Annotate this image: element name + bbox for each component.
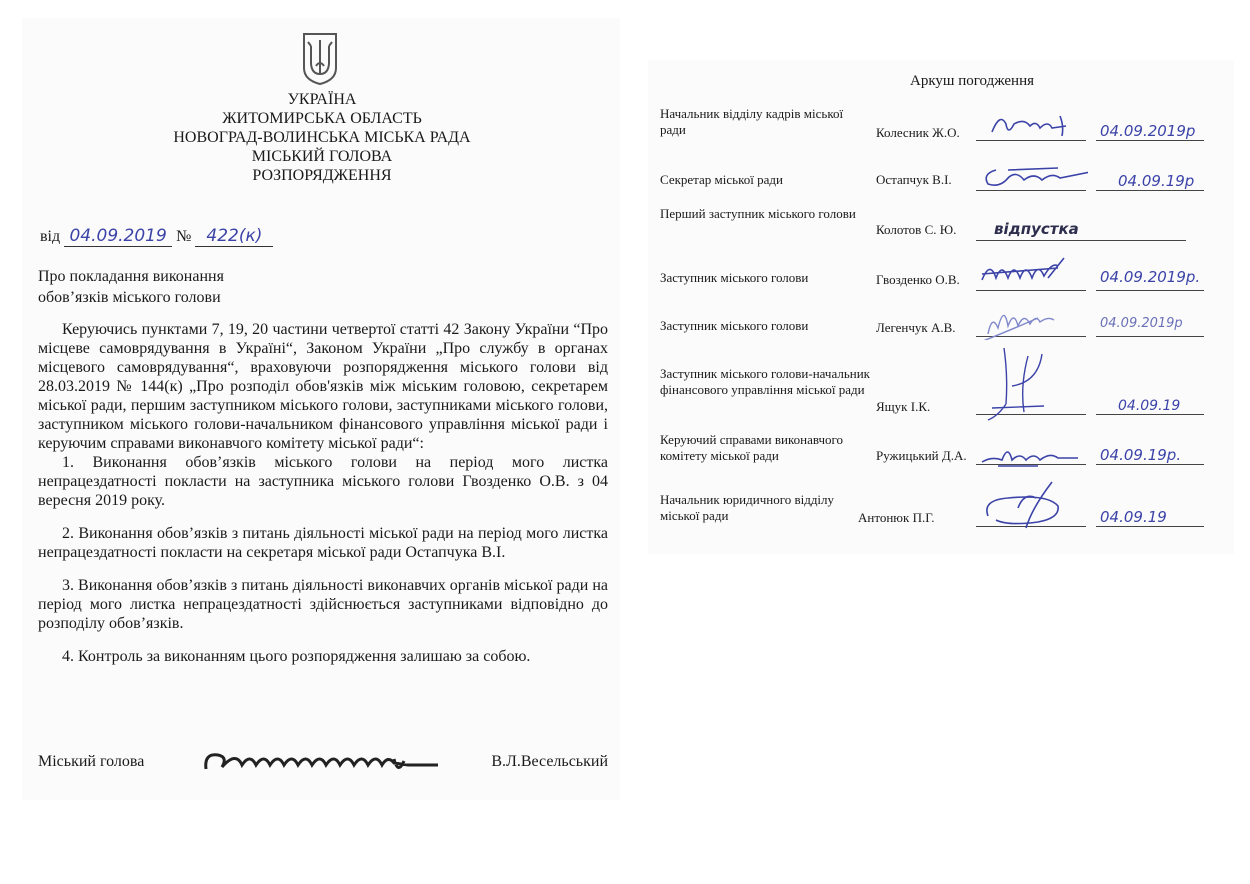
- preamble-paragraph: Керуючись пунктами 7, 19, 20 частини четвертої статті 42 Закону України “Про місцеве самоврядування в Україні“, Законом України „Про службу в органах місцевого самоврядування“, враховуючи розпорядження міського голови від 28.03.2019 № 144(к) „Про розподіл обов'язків між міським головою, секретарем міської ради, першим заступником міського голови, заступниками міського голови, заступником міського голови-начальником фінансового управління міської ради і керуючим справами виконавчого комітету міської ради“:: [38, 321, 608, 452]
- approval-name: Колесник Ж.О.: [876, 125, 960, 140]
- approval-row: [648, 366, 1234, 416]
- approval-name: Антонюк П.Г.: [858, 510, 935, 525]
- approval-sheet-title: Аркуш погодження: [910, 73, 1034, 89]
- number-label: №: [176, 228, 192, 245]
- approval-row: [648, 492, 1234, 542]
- date-line: [1096, 414, 1204, 415]
- clause-paragraph: 1. Виконання обов’язків міського голови на період мого листка непрацездатності покласти на заступника міського голови Гвозденко О.В. з 04 вересня 2019 року.: [38, 454, 608, 509]
- clause-paragraph: 4. Контроль за виконанням цього розпорядження залишаю за собою.: [62, 648, 531, 665]
- date-line: [1096, 336, 1204, 337]
- approval-date: 04.09.19: [1118, 398, 1181, 414]
- header-region: ЖИТОМИРСЬКА ОБЛАСТЬ: [222, 110, 422, 127]
- header-office: МІСЬКИЙ ГОЛОВА: [251, 148, 393, 165]
- signature-line: [976, 240, 1186, 241]
- subject-line: обов’язків міського голови: [38, 289, 221, 306]
- signer-title: Міський голова: [38, 753, 145, 770]
- trident-emblem-icon: [300, 30, 340, 86]
- approval-signature: [978, 300, 1088, 340]
- approval-row: [648, 106, 1234, 156]
- approval-position: Керуючий справами виконавчого комітету міської ради: [660, 432, 844, 463]
- date-line: [1096, 464, 1204, 465]
- approval-date: 04.09.2019р: [1100, 122, 1196, 140]
- date-line: [1096, 190, 1204, 191]
- signer-name: В.Л.Весельський: [491, 753, 608, 770]
- approval-signature: [978, 478, 1088, 534]
- approval-date: 04.09.19: [1100, 508, 1167, 526]
- approval-name: Ружицький Д.А.: [876, 448, 967, 463]
- date-label: від: [40, 228, 61, 245]
- header-doc-type: РОЗПОРЯДЖЕННЯ: [252, 167, 392, 184]
- approval-row: [648, 264, 1234, 314]
- approval-sheet: [648, 60, 1234, 554]
- approval-date: 04.09.2019р: [1100, 316, 1183, 331]
- order-subject: [38, 266, 338, 308]
- header-council: НОВОГРАД-ВОЛИНСЬКА МІСЬКА РАДА: [173, 129, 471, 146]
- clause-paragraph: 3. Виконання обов’язків з питань діяльності виконавчих органів міської ради на період мого листка непрацездатності здійснюється заступниками відповідно до розподілу обов’язків.: [38, 577, 608, 632]
- approval-position: Секретар міської ради: [660, 172, 783, 187]
- approval-row: [648, 206, 1234, 256]
- approval-signature: [978, 158, 1088, 192]
- number-value: 422(к): [195, 226, 273, 247]
- clause-paragraph: 2. Виконання обов’язків з питань діяльності міської ради на період мого листка непрацездатності покласти на секретаря міської ради Остапчука В.І.: [38, 525, 608, 561]
- order-date-number: [40, 226, 273, 247]
- approval-signature: [978, 254, 1088, 288]
- header-country: УКРАЇНА: [287, 91, 357, 108]
- approval-date: 04.09.19р: [1118, 172, 1195, 190]
- date-line: [1096, 526, 1204, 527]
- approval-name: Остапчук В.І.: [876, 172, 952, 187]
- order-document: [22, 18, 620, 800]
- approval-row: [648, 432, 1234, 482]
- approval-position: Заступник міського голови: [660, 270, 809, 285]
- signature-line: [976, 290, 1086, 291]
- approval-name: Ящук І.К.: [876, 399, 931, 414]
- approval-position: Перший заступник міського голови: [660, 206, 856, 221]
- approval-position: Начальник відділу кадрів міської ради: [660, 106, 844, 137]
- approval-note: відпустка: [994, 220, 1079, 238]
- approval-signature: [978, 346, 1088, 426]
- approval-signature: [978, 438, 1088, 472]
- approval-date: 04.09.2019р.: [1100, 268, 1201, 286]
- date-line: [1096, 290, 1204, 291]
- subject-line: Про покладання виконання: [38, 268, 224, 285]
- approval-position: Заступник міського голови: [660, 318, 809, 333]
- date-line: [1096, 140, 1204, 141]
- date-value: 04.09.2019: [64, 226, 172, 247]
- approval-row: [648, 314, 1234, 364]
- document-header: [82, 90, 562, 185]
- approval-name: Легенчук А.В.: [876, 320, 956, 335]
- mayor-signature: [198, 741, 448, 781]
- approval-name: Гвозденко О.В.: [876, 272, 960, 287]
- approval-date: 04.09.19р.: [1100, 446, 1182, 464]
- approval-position: Начальник юридичного відділу міської ради: [660, 492, 835, 523]
- approval-position: Заступник міського голови-начальник фінансового управління міської ради: [660, 366, 870, 397]
- approval-signature: [978, 108, 1088, 142]
- approval-name: Колотов С. Ю.: [876, 222, 957, 237]
- order-body: [38, 320, 608, 680]
